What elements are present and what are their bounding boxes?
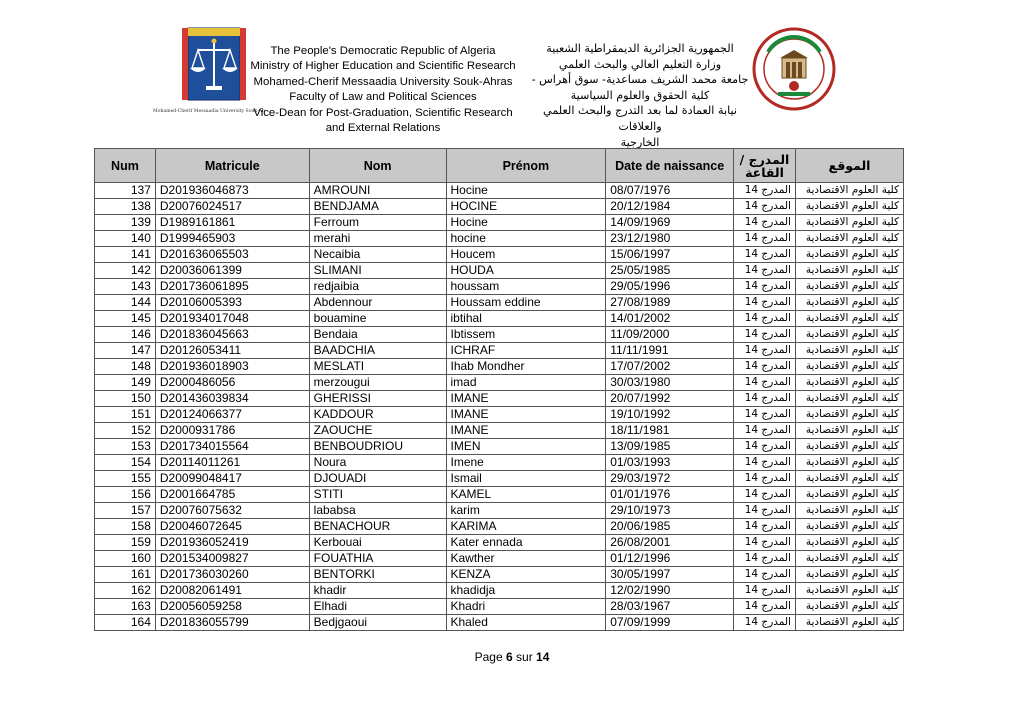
- cell-nom: SLIMANI: [309, 263, 446, 279]
- cell-nom: BENBOUDRIOU: [309, 439, 446, 455]
- university-seal-icon: [752, 22, 836, 116]
- cell-matricule: D20076075632: [155, 503, 309, 519]
- header-fr-line-5: Vice-Dean for Post-Graduation, Scientific Research: [253, 106, 513, 119]
- cell-num: 148: [95, 359, 156, 375]
- cell-lieu: كلية العلوم الاقتصادية: [795, 455, 903, 471]
- table-row: [95, 551, 904, 567]
- cell-prenom: Ibtissem: [446, 327, 606, 343]
- cell-lieu: كلية العلوم الاقتصادية: [795, 375, 903, 391]
- cell-matricule: D201734015564: [155, 439, 309, 455]
- cell-date-naissance: 27/08/1989: [606, 295, 734, 311]
- cell-matricule: D201736030260: [155, 567, 309, 583]
- cell-salle: المدرج 14: [734, 183, 796, 199]
- cell-lieu: كلية العلوم الاقتصادية: [795, 535, 903, 551]
- cell-matricule: D201936018903: [155, 359, 309, 375]
- table-row: [95, 359, 904, 375]
- header-ar-line-6: الخارجية: [620, 135, 660, 149]
- table-row: [95, 295, 904, 311]
- cell-num: 146: [95, 327, 156, 343]
- cell-prenom: karim: [446, 503, 606, 519]
- cell-lieu: كلية العلوم الاقتصادية: [795, 407, 903, 423]
- cell-lieu: كلية العلوم الاقتصادية: [795, 247, 903, 263]
- cell-matricule: D201534009827: [155, 551, 309, 567]
- table-row: [95, 423, 904, 439]
- cell-num: 143: [95, 279, 156, 295]
- cell-date-naissance: 12/02/1990: [606, 583, 734, 599]
- cell-num: 140: [95, 231, 156, 247]
- cell-salle: المدرج 14: [734, 599, 796, 615]
- cell-matricule: D201936046873: [155, 183, 309, 199]
- cell-num: 153: [95, 439, 156, 455]
- table-row: [95, 407, 904, 423]
- cell-matricule: D20082061491: [155, 583, 309, 599]
- cell-num: 159: [95, 535, 156, 551]
- cell-num: 151: [95, 407, 156, 423]
- cell-nom: Bendaia: [309, 327, 446, 343]
- cell-nom: lababsa: [309, 503, 446, 519]
- table-row: [95, 567, 904, 583]
- cell-num: 157: [95, 503, 156, 519]
- cell-prenom: KARIMA: [446, 519, 606, 535]
- page-sep: sur: [516, 650, 533, 664]
- cell-matricule: D1999465903: [155, 231, 309, 247]
- cell-prenom: Ihab Mondher: [446, 359, 606, 375]
- cell-matricule: D20114011261: [155, 455, 309, 471]
- cell-prenom: IMEN: [446, 439, 606, 455]
- scales-of-justice-icon: [153, 24, 265, 118]
- table-row: [95, 519, 904, 535]
- cell-nom: ZAOUCHE: [309, 423, 446, 439]
- header-lieu: الموقع: [795, 149, 903, 183]
- table-row: [95, 615, 904, 631]
- table-row: [95, 279, 904, 295]
- table-row: [95, 231, 904, 247]
- header-ar-line-3: جامعة محمد الشريف مساعدية- سوق أهراس -: [531, 73, 749, 87]
- cell-salle: المدرج 14: [734, 423, 796, 439]
- cell-matricule: D2000486056: [155, 375, 309, 391]
- cell-nom: STITI: [309, 487, 446, 503]
- header-date-naissance: Date de naissance: [606, 149, 734, 183]
- table-row: [95, 343, 904, 359]
- header-nom: Nom: [309, 149, 446, 183]
- left-logo-caption: Mohamed-Cherif Messaadia University Souk-Ah: [153, 109, 265, 114]
- cell-nom: BENTORKI: [309, 567, 446, 583]
- table-row: [95, 183, 904, 199]
- cell-nom: Ferroum: [309, 215, 446, 231]
- cell-prenom: KAMEL: [446, 487, 606, 503]
- cell-date-naissance: 17/07/2002: [606, 359, 734, 375]
- cell-prenom: ibtihal: [446, 311, 606, 327]
- cell-lieu: كلية العلوم الاقتصادية: [795, 599, 903, 615]
- cell-matricule: D20056059258: [155, 599, 309, 615]
- cell-num: 156: [95, 487, 156, 503]
- cell-matricule: D201436039834: [155, 391, 309, 407]
- cell-lieu: كلية العلوم الاقتصادية: [795, 519, 903, 535]
- cell-salle: المدرج 14: [734, 567, 796, 583]
- cell-salle: المدرج 14: [734, 311, 796, 327]
- table-row: [95, 311, 904, 327]
- cell-prenom: Hocine: [446, 215, 606, 231]
- cell-num: 147: [95, 343, 156, 359]
- cell-salle: المدرج 14: [734, 199, 796, 215]
- cell-prenom: IMANE: [446, 391, 606, 407]
- table-row: [95, 487, 904, 503]
- cell-prenom: Khadri: [446, 599, 606, 615]
- cell-lieu: كلية العلوم الاقتصادية: [795, 343, 903, 359]
- cell-salle: المدرج 14: [734, 231, 796, 247]
- table-row: [95, 471, 904, 487]
- cell-nom: khadir: [309, 583, 446, 599]
- cell-num: 144: [95, 295, 156, 311]
- table-row: [95, 247, 904, 263]
- cell-num: 163: [95, 599, 156, 615]
- cell-num: 139: [95, 215, 156, 231]
- cell-nom: redjaibia: [309, 279, 446, 295]
- cell-salle: المدرج 14: [734, 359, 796, 375]
- cell-matricule: D2000931786: [155, 423, 309, 439]
- header-salle: المدرج / القاعة: [734, 149, 796, 183]
- cell-date-naissance: 11/11/1991: [606, 343, 734, 359]
- cell-matricule: D20124066377: [155, 407, 309, 423]
- cell-date-naissance: 01/12/1996: [606, 551, 734, 567]
- cell-nom: DJOUADI: [309, 471, 446, 487]
- cell-prenom: khadidja: [446, 583, 606, 599]
- cell-salle: المدرج 14: [734, 487, 796, 503]
- cell-lieu: كلية العلوم الاقتصادية: [795, 279, 903, 295]
- cell-num: 154: [95, 455, 156, 471]
- cell-num: 164: [95, 615, 156, 631]
- cell-salle: المدرج 14: [734, 439, 796, 455]
- cell-matricule: D20076024517: [155, 199, 309, 215]
- cell-prenom: IMANE: [446, 407, 606, 423]
- table-row: [95, 455, 904, 471]
- cell-nom: Elhadi: [309, 599, 446, 615]
- cell-nom: FOUATHIA: [309, 551, 446, 567]
- cell-salle: المدرج 14: [734, 279, 796, 295]
- cell-lieu: كلية العلوم الاقتصادية: [795, 583, 903, 599]
- cell-date-naissance: 01/03/1993: [606, 455, 734, 471]
- cell-prenom: HOCINE: [446, 199, 606, 215]
- table-row: [95, 583, 904, 599]
- header-ar-line-5: نيابة العمادة لما بعد التدرج والبحث العلمي والعلاقات: [543, 104, 737, 133]
- table-row: [95, 215, 904, 231]
- cell-matricule: D201836055799: [155, 615, 309, 631]
- cell-matricule: D2001664785: [155, 487, 309, 503]
- header-ar-line-4: كلية الحقوق والعلوم السياسية: [570, 88, 710, 102]
- cell-salle: المدرج 14: [734, 519, 796, 535]
- cell-salle: المدرج 14: [734, 535, 796, 551]
- cell-matricule: D201636065503: [155, 247, 309, 263]
- cell-lieu: كلية العلوم الاقتصادية: [795, 423, 903, 439]
- cell-salle: المدرج 14: [734, 471, 796, 487]
- header-num: Num: [95, 149, 156, 183]
- cell-lieu: كلية العلوم الاقتصادية: [795, 439, 903, 455]
- cell-nom: Kerbouai: [309, 535, 446, 551]
- cell-salle: المدرج 14: [734, 215, 796, 231]
- cell-prenom: imad: [446, 375, 606, 391]
- cell-prenom: houssam: [446, 279, 606, 295]
- cell-lieu: كلية العلوم الاقتصادية: [795, 551, 903, 567]
- cell-salle: المدرج 14: [734, 343, 796, 359]
- cell-prenom: hocine: [446, 231, 606, 247]
- cell-date-naissance: 18/11/1981: [606, 423, 734, 439]
- cell-date-naissance: 14/01/2002: [606, 311, 734, 327]
- cell-num: 160: [95, 551, 156, 567]
- cell-prenom: Kater ennada: [446, 535, 606, 551]
- cell-date-naissance: 15/06/1997: [606, 247, 734, 263]
- cell-prenom: Kawther: [446, 551, 606, 567]
- cell-nom: BAADCHIA: [309, 343, 446, 359]
- header-fr-line-1: The People's Democratic Republic of Algeria: [270, 45, 496, 57]
- cell-salle: المدرج 14: [734, 327, 796, 343]
- cell-num: 138: [95, 199, 156, 215]
- cell-lieu: كلية العلوم الاقتصادية: [795, 487, 903, 503]
- table-row: [95, 599, 904, 615]
- cell-salle: المدرج 14: [734, 615, 796, 631]
- cell-nom: bouamine: [309, 311, 446, 327]
- cell-lieu: كلية العلوم الاقتصادية: [795, 327, 903, 343]
- header-ar-line-2: وزارة التعليم العالي والبحث العلمي: [558, 57, 722, 71]
- cell-date-naissance: 20/07/1992: [606, 391, 734, 407]
- cell-lieu: كلية العلوم الاقتصادية: [795, 295, 903, 311]
- cell-date-naissance: 19/10/1992: [606, 407, 734, 423]
- cell-date-naissance: 29/03/1972: [606, 471, 734, 487]
- cell-num: 149: [95, 375, 156, 391]
- cell-num: 141: [95, 247, 156, 263]
- cell-date-naissance: 01/01/1976: [606, 487, 734, 503]
- cell-date-naissance: 23/12/1980: [606, 231, 734, 247]
- cell-lieu: كلية العلوم الاقتصادية: [795, 311, 903, 327]
- cell-num: 155: [95, 471, 156, 487]
- cell-salle: المدرج 14: [734, 583, 796, 599]
- cell-prenom: Hocine: [446, 183, 606, 199]
- cell-salle: المدرج 14: [734, 247, 796, 263]
- cell-matricule: D20106005393: [155, 295, 309, 311]
- header-fr-line-4: Faculty of Law and Political Sciences: [289, 91, 477, 104]
- total-pages: 14: [536, 650, 550, 664]
- cell-lieu: كلية العلوم الاقتصادية: [795, 183, 903, 199]
- header-french-block: [250, 44, 516, 136]
- cell-prenom: Houcem: [446, 247, 606, 263]
- table-body: [95, 183, 904, 631]
- cell-nom: Abdennour: [309, 295, 446, 311]
- cell-prenom: HOUDA: [446, 263, 606, 279]
- cell-salle: المدرج 14: [734, 391, 796, 407]
- cell-salle: المدرج 14: [734, 455, 796, 471]
- cell-lieu: كلية العلوم الاقتصادية: [795, 199, 903, 215]
- cell-lieu: كلية العلوم الاقتصادية: [795, 503, 903, 519]
- cell-date-naissance: 29/10/1973: [606, 503, 734, 519]
- cell-date-naissance: 14/09/1969: [606, 215, 734, 231]
- cell-nom: GHERISSI: [309, 391, 446, 407]
- cell-prenom: Imene: [446, 455, 606, 471]
- cell-date-naissance: 26/08/2001: [606, 535, 734, 551]
- cell-lieu: كلية العلوم الاقتصادية: [795, 391, 903, 407]
- cell-prenom: Houssam eddine: [446, 295, 606, 311]
- page-label: Page: [474, 650, 503, 664]
- table-row: [95, 503, 904, 519]
- cell-lieu: كلية العلوم الاقتصادية: [795, 263, 903, 279]
- cell-num: 145: [95, 311, 156, 327]
- cell-date-naissance: 30/03/1980: [606, 375, 734, 391]
- header-fr-line-3: Mohamed-Cherif Messaadia University Souk-Ahras: [253, 75, 513, 88]
- cell-matricule: D201934017048: [155, 311, 309, 327]
- cell-prenom: Ismail: [446, 471, 606, 487]
- cell-lieu: كلية العلوم الاقتصادية: [795, 615, 903, 631]
- cell-prenom: IMANE: [446, 423, 606, 439]
- table-row: [95, 263, 904, 279]
- header-ar-line-1: الجمهورية الجزائرية الديمقراطية الشعبية: [546, 42, 734, 55]
- table-row: [95, 199, 904, 215]
- table-row: [95, 439, 904, 455]
- current-page-number: 6: [505, 650, 513, 664]
- cell-salle: المدرج 14: [734, 407, 796, 423]
- cell-matricule: D20099048417: [155, 471, 309, 487]
- cell-nom: MESLATI: [309, 359, 446, 375]
- cell-num: 161: [95, 567, 156, 583]
- cell-matricule: D201836045663: [155, 327, 309, 343]
- cell-num: 162: [95, 583, 156, 599]
- table-row: [95, 375, 904, 391]
- cell-date-naissance: 07/09/1999: [606, 615, 734, 631]
- cell-matricule: D1989161861: [155, 215, 309, 231]
- cell-nom: Noura: [309, 455, 446, 471]
- cell-salle: المدرج 14: [734, 375, 796, 391]
- cell-matricule: D201936052419: [155, 535, 309, 551]
- cell-num: 158: [95, 519, 156, 535]
- cell-lieu: كلية العلوم الاقتصادية: [795, 215, 903, 231]
- cell-matricule: D20126053411: [155, 343, 309, 359]
- cell-lieu: كلية العلوم الاقتصادية: [795, 471, 903, 487]
- cell-num: 152: [95, 423, 156, 439]
- cell-nom: BENDJAMA: [309, 199, 446, 215]
- cell-date-naissance: 20/12/1984: [606, 199, 734, 215]
- cell-matricule: D20046072645: [155, 519, 309, 535]
- cell-num: 142: [95, 263, 156, 279]
- cell-nom: merzougui: [309, 375, 446, 391]
- candidates-table: [94, 148, 904, 631]
- cell-matricule: D20036061399: [155, 263, 309, 279]
- cell-nom: AMROUNI: [309, 183, 446, 199]
- cell-nom: KADDOUR: [309, 407, 446, 423]
- cell-nom: merahi: [309, 231, 446, 247]
- cell-salle: المدرج 14: [734, 295, 796, 311]
- cell-lieu: كلية العلوم الاقتصادية: [795, 567, 903, 583]
- table-header-row: [95, 149, 904, 183]
- header-fr-line-2: Ministry of Higher Education and Scientific Research: [250, 60, 516, 73]
- cell-date-naissance: 13/09/1985: [606, 439, 734, 455]
- cell-matricule: D201736061895: [155, 279, 309, 295]
- header-prenom: Prénom: [446, 149, 606, 183]
- table-row: [95, 327, 904, 343]
- cell-date-naissance: 20/06/1985: [606, 519, 734, 535]
- cell-prenom: Khaled: [446, 615, 606, 631]
- cell-date-naissance: 29/05/1996: [606, 279, 734, 295]
- header-arabic-block: [530, 41, 750, 150]
- cell-date-naissance: 30/05/1997: [606, 567, 734, 583]
- cell-prenom: KENZA: [446, 567, 606, 583]
- cell-salle: المدرج 14: [734, 551, 796, 567]
- cell-salle: المدرج 14: [734, 263, 796, 279]
- cell-num: 150: [95, 391, 156, 407]
- cell-lieu: كلية العلوم الاقتصادية: [795, 359, 903, 375]
- header-matricule: Matricule: [155, 149, 309, 183]
- cell-nom: Necaibia: [309, 247, 446, 263]
- cell-nom: Bedjgaoui: [309, 615, 446, 631]
- header-fr-line-6: and External Relations: [325, 122, 441, 135]
- page-header: [0, 0, 1024, 149]
- table-row: [95, 391, 904, 407]
- cell-date-naissance: 28/03/1967: [606, 599, 734, 615]
- cell-date-naissance: 11/09/2000: [606, 327, 734, 343]
- page-footer: [0, 650, 1024, 664]
- table-row: [95, 535, 904, 551]
- cell-prenom: ICHRAF: [446, 343, 606, 359]
- cell-lieu: كلية العلوم الاقتصادية: [795, 231, 903, 247]
- cell-date-naissance: 08/07/1976: [606, 183, 734, 199]
- cell-date-naissance: 25/05/1985: [606, 263, 734, 279]
- cell-nom: BENACHOUR: [309, 519, 446, 535]
- cell-num: 137: [95, 183, 156, 199]
- cell-salle: المدرج 14: [734, 503, 796, 519]
